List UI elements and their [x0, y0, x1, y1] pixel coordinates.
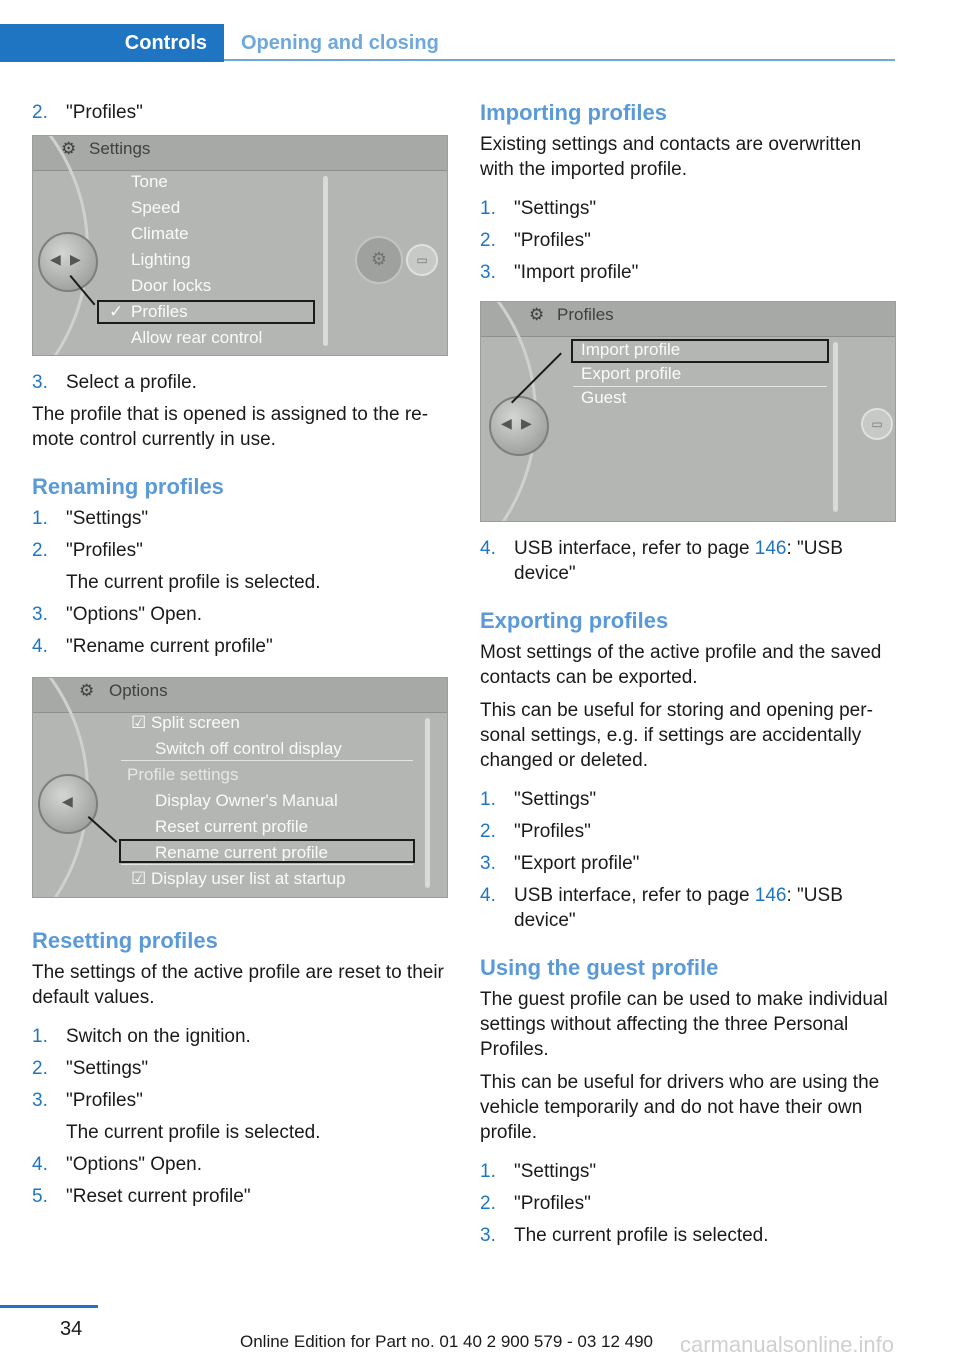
- list-item: [480, 536, 896, 586]
- controller-knob: ◀ ▶: [489, 396, 549, 456]
- list-item: [32, 1056, 448, 1081]
- step-number: 3.: [480, 262, 496, 283]
- step-number: 3.: [480, 853, 496, 874]
- menu-item: Reset current profile: [155, 817, 309, 836]
- header-rule: [224, 59, 895, 61]
- menu-item-selected: Rename current profile: [155, 843, 328, 862]
- list-item: [32, 1184, 448, 1209]
- paragraph: The guest profile can be used to make individual settings without affecting the three Personal Profiles.: [480, 989, 888, 1060]
- gear-icon: ⚙: [61, 139, 77, 158]
- step-text: "Options" Open.: [66, 604, 203, 625]
- step-text: "Options" Open.: [66, 1154, 203, 1175]
- step-text: "Export profile": [514, 853, 640, 874]
- step-text: "Import profile": [514, 262, 639, 283]
- step-text: "Settings": [514, 789, 597, 810]
- watermark: carmanualsonline.info: [680, 1332, 895, 1357]
- step-number: 4.: [32, 636, 48, 657]
- menu-separator: [573, 386, 827, 387]
- list-item: [32, 538, 448, 595]
- check-icon: ✓: [109, 302, 124, 321]
- list-item: [480, 883, 896, 933]
- screen-title: Profiles: [557, 305, 614, 324]
- section-heading: Using the guest profile: [480, 955, 719, 980]
- list-item: [480, 787, 896, 812]
- step-subtext: The current profile is selected.: [66, 572, 321, 593]
- settings-wheel-icon: ⚙: [355, 236, 403, 284]
- step-number: 3.: [32, 1090, 48, 1111]
- list-item: [480, 1159, 896, 1184]
- menu-item-label: Display user list at startup: [150, 869, 346, 888]
- menu-item: Tone: [131, 172, 168, 191]
- paragraph: This can be useful for storing and opening per‐sonal settings, e.g. if settings are accidentally changed or deleted.: [480, 700, 873, 771]
- step-number: 3.: [32, 372, 48, 393]
- paragraph: Existing settings and contacts are overwritten with the imported profile.: [480, 134, 862, 180]
- step-number: 4.: [480, 538, 496, 559]
- step-text: "Profiles": [514, 821, 591, 842]
- display-icon: ▭: [861, 408, 893, 440]
- footer-rule: [0, 1305, 98, 1308]
- section-heading: Exporting profiles: [480, 608, 669, 633]
- paragraph: The profile that is opened is assigned to the re‐mote control currently in use.: [32, 404, 429, 450]
- step-number: 2.: [32, 1058, 48, 1079]
- list-item: [480, 851, 896, 876]
- step-number: 2.: [480, 821, 496, 842]
- list-item: [32, 100, 448, 125]
- step-number: 3.: [480, 1225, 496, 1246]
- paragraph: The settings of the active profile are reset to their default values.: [32, 962, 444, 1008]
- step-text: "Settings": [66, 508, 149, 529]
- step-text: "Profiles": [514, 230, 591, 251]
- menu-item-selected: Import profile: [581, 340, 681, 359]
- gear-icon: ⚙: [79, 681, 95, 700]
- list-item: [32, 1088, 448, 1145]
- step-text: "Settings": [66, 1058, 149, 1079]
- list-item: [480, 1223, 896, 1248]
- gear-icon: ⚙: [529, 305, 545, 324]
- menu-group-label: Profile settings: [127, 765, 239, 784]
- menu-item: Guest: [581, 388, 627, 407]
- list-item: [32, 1024, 448, 1049]
- step-text: "Profiles": [66, 102, 143, 123]
- menu-separator: [121, 760, 413, 761]
- step-number: 1.: [480, 1161, 496, 1182]
- step-number: 1.: [32, 1026, 48, 1047]
- step-number: 3.: [32, 604, 48, 625]
- list-item: [32, 370, 448, 395]
- step-number: 4.: [32, 1154, 48, 1175]
- menu-item: Export profile: [581, 364, 682, 383]
- menu-item: Lighting: [131, 250, 191, 269]
- right-column: [480, 100, 896, 1255]
- menu-item-label: Split screen: [150, 713, 240, 732]
- menu-item: [131, 866, 346, 892]
- screen-title: Settings: [89, 139, 151, 158]
- step-text: : "USB device": [514, 538, 843, 584]
- controller-knob: ◀ ▶: [38, 232, 98, 292]
- menu-item: [131, 710, 342, 736]
- paragraph: This can be useful for drivers who are using the vehicle temporarily and do not have their own profile.: [480, 1072, 880, 1143]
- list-item: [32, 506, 448, 531]
- page-number: 34: [60, 1318, 83, 1340]
- step-number: 4.: [480, 885, 496, 906]
- step-text: USB interface, refer to page: [514, 885, 755, 906]
- step-number: 2.: [32, 102, 48, 123]
- selection-frame: [97, 300, 315, 324]
- checkbox-icon: ☑: [131, 713, 151, 732]
- page-header: [0, 24, 895, 62]
- step-text: Switch on the ignition.: [66, 1026, 251, 1047]
- step-subtext: The current profile is selected.: [66, 1122, 321, 1143]
- step-text: Select a profile.: [66, 372, 197, 393]
- section-heading: Resetting profiles: [32, 928, 218, 953]
- list-item: [480, 819, 896, 844]
- step-text: USB interface, refer to page: [514, 538, 755, 559]
- pointer-line: [88, 816, 118, 843]
- options-menu-screenshot: [32, 677, 448, 898]
- edition-note: Online Edition for Part no. 01 40 2 900 579 - 03 12 490: [240, 1332, 654, 1351]
- menu-item: Switch off control display: [155, 739, 342, 758]
- scrollbar: [833, 342, 838, 512]
- step-number: 2.: [480, 230, 496, 251]
- left-column: [32, 100, 448, 1216]
- list-item: [480, 196, 896, 221]
- list-item: [32, 602, 448, 627]
- step-number: 1.: [480, 789, 496, 810]
- step-text: "Settings": [514, 1161, 597, 1182]
- menu-item: Climate: [131, 224, 189, 243]
- selection-frame: [571, 339, 829, 363]
- display-icon: ▭: [406, 244, 438, 276]
- step-text: "Profiles": [66, 540, 143, 561]
- step-number: 5.: [32, 1186, 48, 1207]
- step-text: "Profiles": [514, 1193, 591, 1214]
- step-text: The current profile is selected.: [514, 1225, 769, 1246]
- list-item: [480, 260, 896, 285]
- controller-knob: ◀: [38, 774, 98, 834]
- chapter-tab[interactable]: [0, 24, 224, 62]
- menu-item: Display Owner's Manual: [155, 791, 338, 810]
- menu-item: Door locks: [131, 276, 212, 295]
- section-label[interactable]: Opening and closing: [241, 32, 439, 54]
- paragraph: Most settings of the active profile and the saved contacts can be exported.: [480, 642, 882, 688]
- page-link[interactable]: 146: [754, 885, 787, 906]
- menu-item-selected: Profiles: [131, 302, 188, 321]
- step-text: : "USB device": [514, 885, 843, 931]
- checkbox-icon: ☑: [131, 869, 151, 888]
- screen-title: Options: [109, 681, 168, 700]
- profiles-menu-screenshot: [480, 301, 896, 522]
- step-text: "Settings": [514, 198, 597, 219]
- section-heading: Importing profiles: [480, 100, 667, 125]
- menu-item: Allow rear control: [131, 328, 263, 347]
- step-number: 1.: [32, 508, 48, 529]
- list-item: [32, 634, 448, 659]
- menu-item: Speed: [131, 198, 181, 217]
- scrollbar: [323, 176, 328, 346]
- step-text: "Rename current profile": [66, 636, 273, 657]
- step-number: 2.: [32, 540, 48, 561]
- scrollbar: [425, 718, 430, 888]
- list-item: [32, 1152, 448, 1177]
- page-link[interactable]: 146: [754, 538, 787, 559]
- step-number: 1.: [480, 198, 496, 219]
- list-item: [480, 228, 896, 253]
- step-number: 2.: [480, 1193, 496, 1214]
- step-text: "Reset current profile": [66, 1186, 251, 1207]
- settings-menu-screenshot: [32, 135, 448, 356]
- screen-titlebar: [33, 678, 447, 713]
- menu-list: [131, 710, 342, 762]
- list-item: [480, 1191, 896, 1216]
- step-text: "Profiles": [66, 1090, 143, 1111]
- menu-separator: [121, 864, 413, 865]
- selection-frame: [119, 839, 415, 863]
- chapter-label: Controls: [124, 32, 207, 54]
- section-heading: Renaming profiles: [32, 474, 224, 499]
